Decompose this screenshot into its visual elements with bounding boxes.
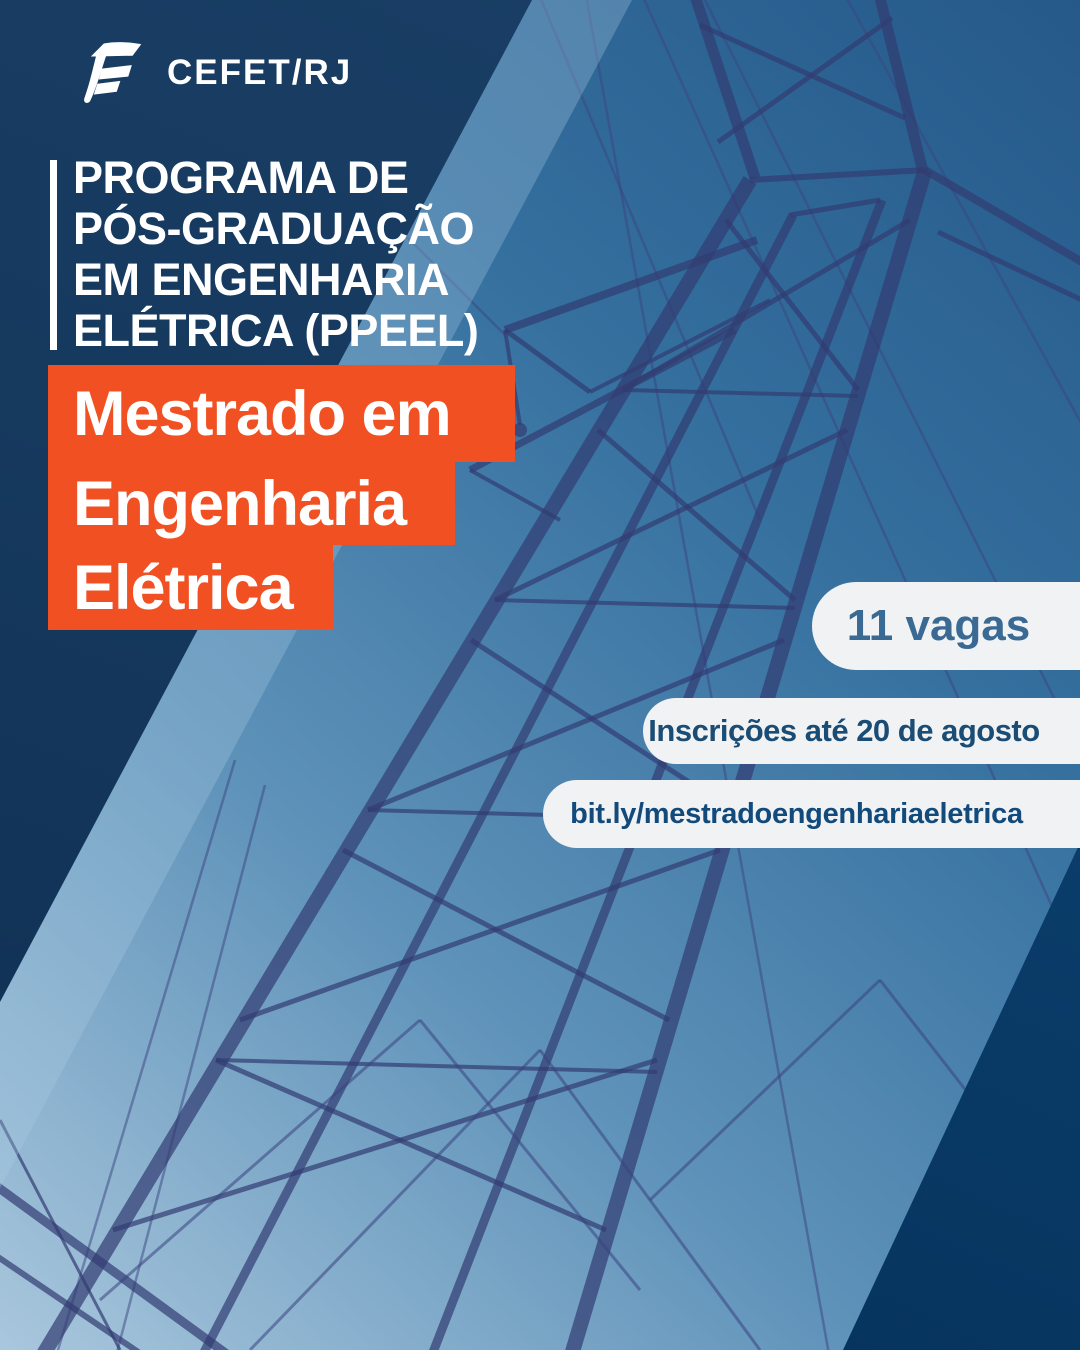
program-heading (50, 152, 478, 356)
degree-title-text: Elétrica (73, 552, 293, 623)
program-heading-line: ELÉTRICA (PPEEL) (73, 305, 479, 356)
deadline-text: Inscrições até 20 de agosto (648, 713, 1040, 748)
vacancies-text: 11 vagas (846, 601, 1031, 650)
degree-title-row (48, 545, 333, 630)
heading-accent-bar (50, 160, 57, 350)
program-heading-line: PÓS-GRADUAÇÃO (73, 203, 475, 254)
registration-link-badge (543, 780, 1080, 848)
vacancies-badge (812, 582, 1080, 670)
cefet-logo-icon (75, 36, 147, 110)
degree-title-row (48, 462, 455, 545)
program-heading-line: EM ENGENHARIA (73, 254, 450, 305)
brand-name: CEFET/RJ (167, 53, 353, 92)
degree-title-text: Mestrado em (73, 378, 451, 449)
degree-title-text: Engenharia (73, 468, 407, 539)
degree-title-row (48, 365, 515, 462)
registration-link-text: bit.ly/mestradoengenhariaeletrica (570, 797, 1023, 830)
degree-title (48, 365, 515, 630)
deadline-badge (643, 698, 1080, 764)
program-heading-line: PROGRAMA DE (73, 152, 409, 203)
brand-header (75, 36, 352, 110)
